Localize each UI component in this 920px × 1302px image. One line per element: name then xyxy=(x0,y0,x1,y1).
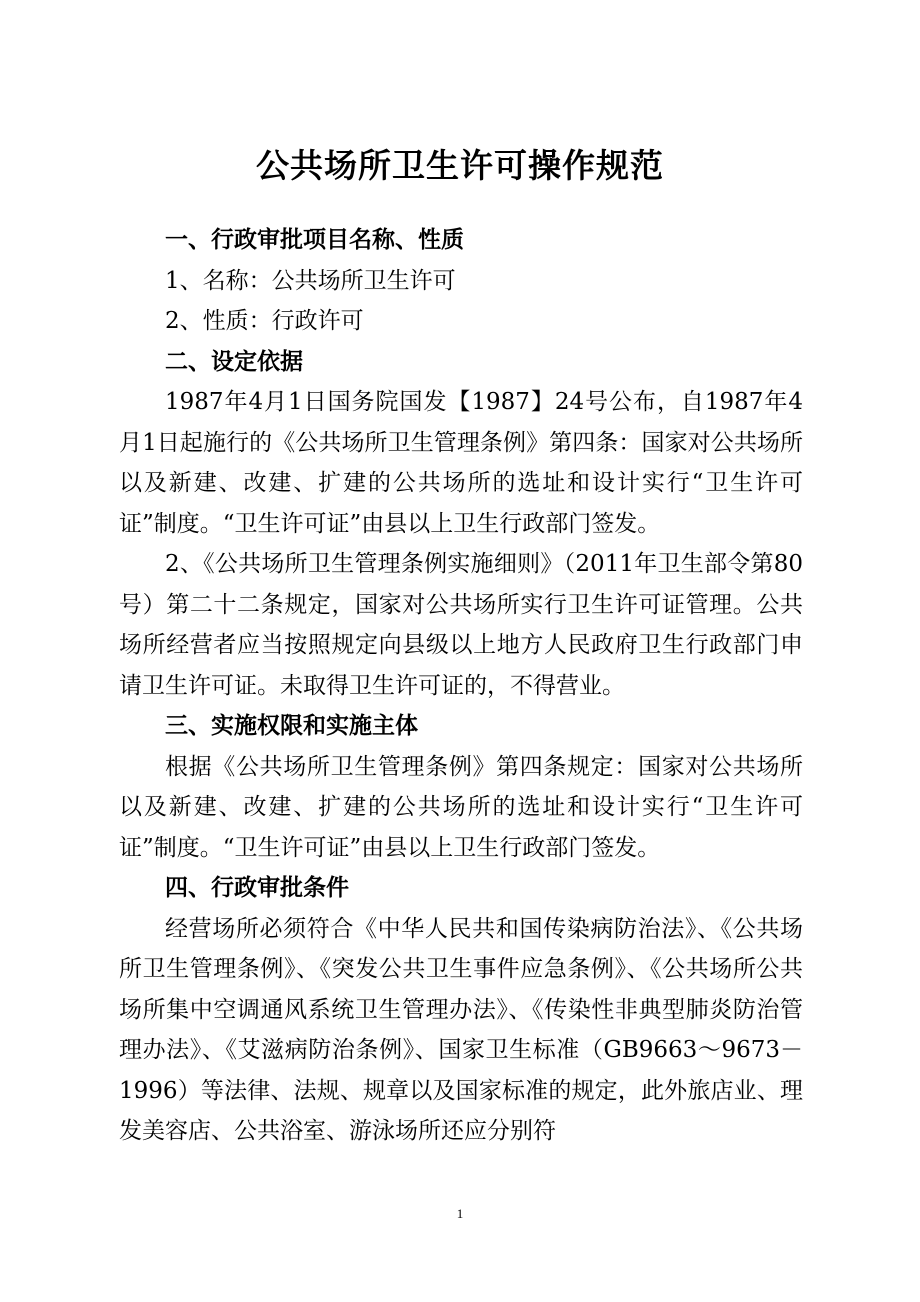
document-title: 公共场所卫生许可操作规范 xyxy=(256,146,664,185)
page-number: 1 xyxy=(456,1206,464,1221)
paragraph: 2、性质：行政许可 xyxy=(165,308,364,334)
section-heading: 三、实施权限和实施主体 xyxy=(165,713,418,739)
paragraph: 1987年4月1日国务院国发【1987】24号公布，自1987年4月1日起施行的《公共场所卫生管理条例》第四条：国家对公共场所以及新建、改建、扩建的公共场所的选址和设计实行“卫生许可证”制度。“卫生许可证”由县以上卫生行政部门签发。 xyxy=(119,389,803,537)
paragraph: 经营场所必须符合《中华人民共和国传染病防治法》、《公共场所卫生管理条例》、《突发公共卫生事件应急条例》、《公共场所公共场所集中空调通风系统卫生管理办法》、《传染性非典型肺炎防治管理办法》、《艾滋病防治条例》、国家卫生标准（GB9663～9673－1996）等法律、法规、规章以及国家标准的规定，此外旅店业、理发美容店、公共浴室、游泳场所还应分别符 xyxy=(119,915,803,1144)
section-heading: 一、行政审批项目名称、性质 xyxy=(165,227,464,253)
paragraph: 根据《公共场所卫生管理条例》第四条规定：国家对公共场所以及新建、改建、扩建的公共场所的选址和设计实行“卫生许可证”制度。“卫生许可证”由县以上卫生行政部门签发。 xyxy=(119,753,803,861)
document-body xyxy=(119,220,803,1152)
section-heading: 四、行政审批条件 xyxy=(165,875,349,901)
paragraph: 1、名称：公共场所卫生许可 xyxy=(165,267,456,294)
section-heading: 二、设定依据 xyxy=(165,348,303,375)
paragraph: 2、《公共场所卫生管理条例实施细则》（2011年卫生部令第80号）第二十二条规定，国家对公共场所实行卫生许可证管理。公共场所经营者应当按照规定向县级以上地方人民政府卫生行政部门申请卫生许可证。未取得卫生许可证的，不得营业。 xyxy=(119,551,803,699)
